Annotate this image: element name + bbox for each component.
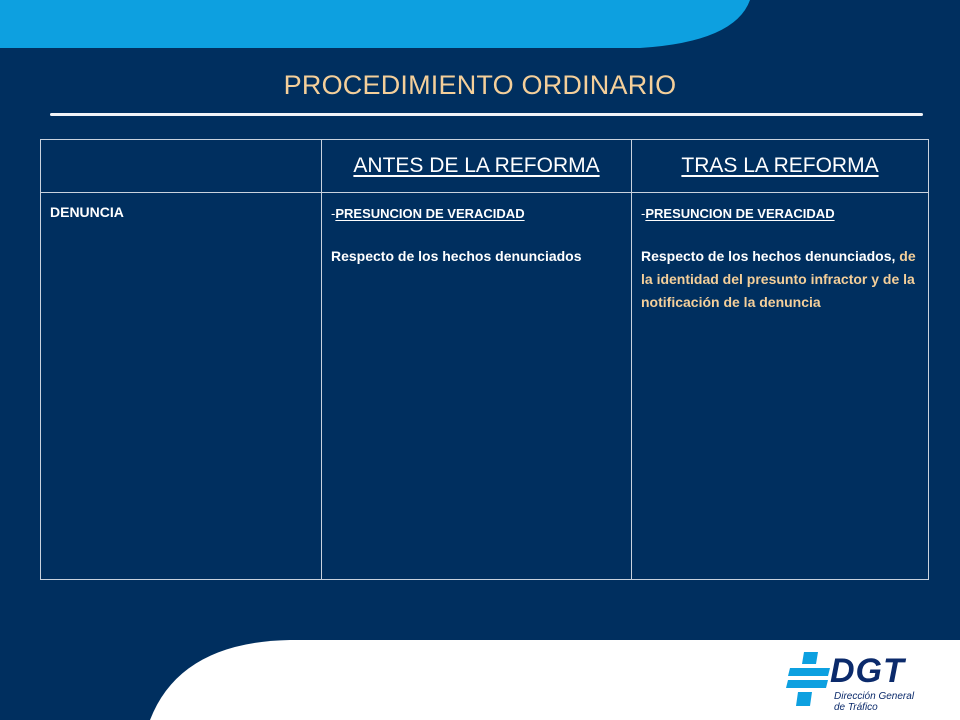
table-header-row [41,140,929,193]
before-heading: -PRESUNCION DE VERACIDAD [331,206,525,221]
logo-subtitle-line1: Dirección General [834,691,915,702]
top-banner-band [0,0,960,50]
header-cell-empty [41,140,322,193]
logo-dgt-text: DGT [830,652,905,690]
cell-after-reform [632,193,929,580]
slide-title: PROCEDIMIENTO ORDINARIO [283,70,677,100]
dgt-cross-icon [786,650,830,708]
comparison-table [40,139,929,580]
header-cell-before [322,140,632,193]
dgt-logo [786,648,926,714]
row-label-cell [41,193,322,580]
header-before-label: ANTES DE LA REFORMA [353,154,600,177]
row-label-denuncia: DENUNCIA [50,204,124,220]
table-row-denuncia [41,193,929,580]
before-text: Respecto de los hechos denunciados [331,248,582,264]
after-text-highlight: de la identidad del presunto infractor y de la notificación de la denuncia [641,248,916,310]
header-cell-after [632,140,929,193]
title-underline-rule [50,113,923,116]
after-heading: -PRESUNCION DE VERACIDAD [641,206,835,221]
header-after-label: TRAS LA REFORMA [681,154,879,177]
after-text-plain: Respecto de los hechos denunciados, [641,248,896,264]
logo-subtitle-line2: de Tráfico [834,702,878,713]
cell-before-reform [322,193,632,580]
